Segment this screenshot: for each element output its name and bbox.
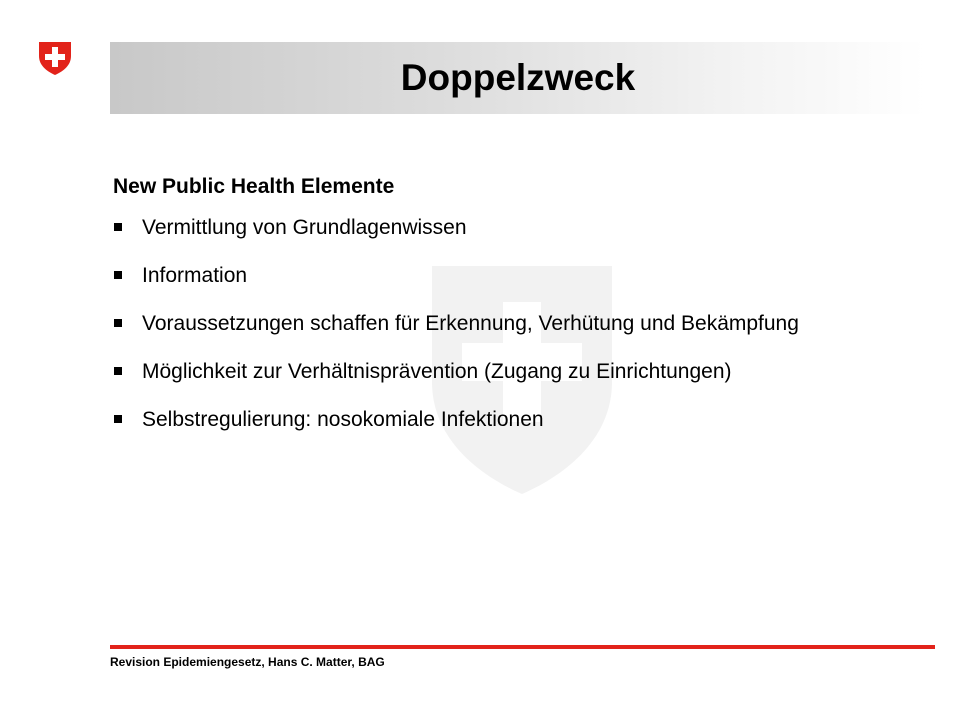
bullet-text: Selbstregulierung: nosokomiale Infektionen bbox=[142, 408, 544, 431]
square-bullet-icon bbox=[114, 415, 122, 423]
square-bullet-icon bbox=[114, 367, 122, 375]
swiss-coat-of-arms-icon bbox=[37, 40, 73, 76]
bullet-item bbox=[113, 214, 913, 241]
bullet-item bbox=[113, 310, 852, 337]
bullet-item bbox=[113, 358, 913, 385]
bullet-text: Möglichkeit zur Verhältnisprävention (Zugang zu Einrichtungen) bbox=[142, 360, 732, 383]
footer-text: Revision Epidemiengesetz, Hans C. Matter, BAG bbox=[110, 655, 385, 669]
bullet-item bbox=[113, 262, 913, 289]
bullet-text: Information bbox=[142, 264, 248, 287]
page-title: Doppelzweck bbox=[400, 57, 636, 98]
square-bullet-icon bbox=[114, 271, 122, 279]
slide-content bbox=[113, 172, 913, 454]
section-subheading: New Public Health Elemente bbox=[113, 175, 395, 198]
footer-divider bbox=[110, 645, 935, 649]
bullet-item bbox=[113, 406, 913, 433]
bullet-list bbox=[113, 214, 913, 433]
bullet-text: Vermittlung von Grundlagenwissen bbox=[142, 216, 467, 239]
square-bullet-icon bbox=[114, 223, 122, 231]
bullet-text: Voraussetzungen schaffen für Erkennung, Verhütung und Bekämpfung bbox=[142, 312, 799, 335]
square-bullet-icon bbox=[114, 319, 122, 327]
